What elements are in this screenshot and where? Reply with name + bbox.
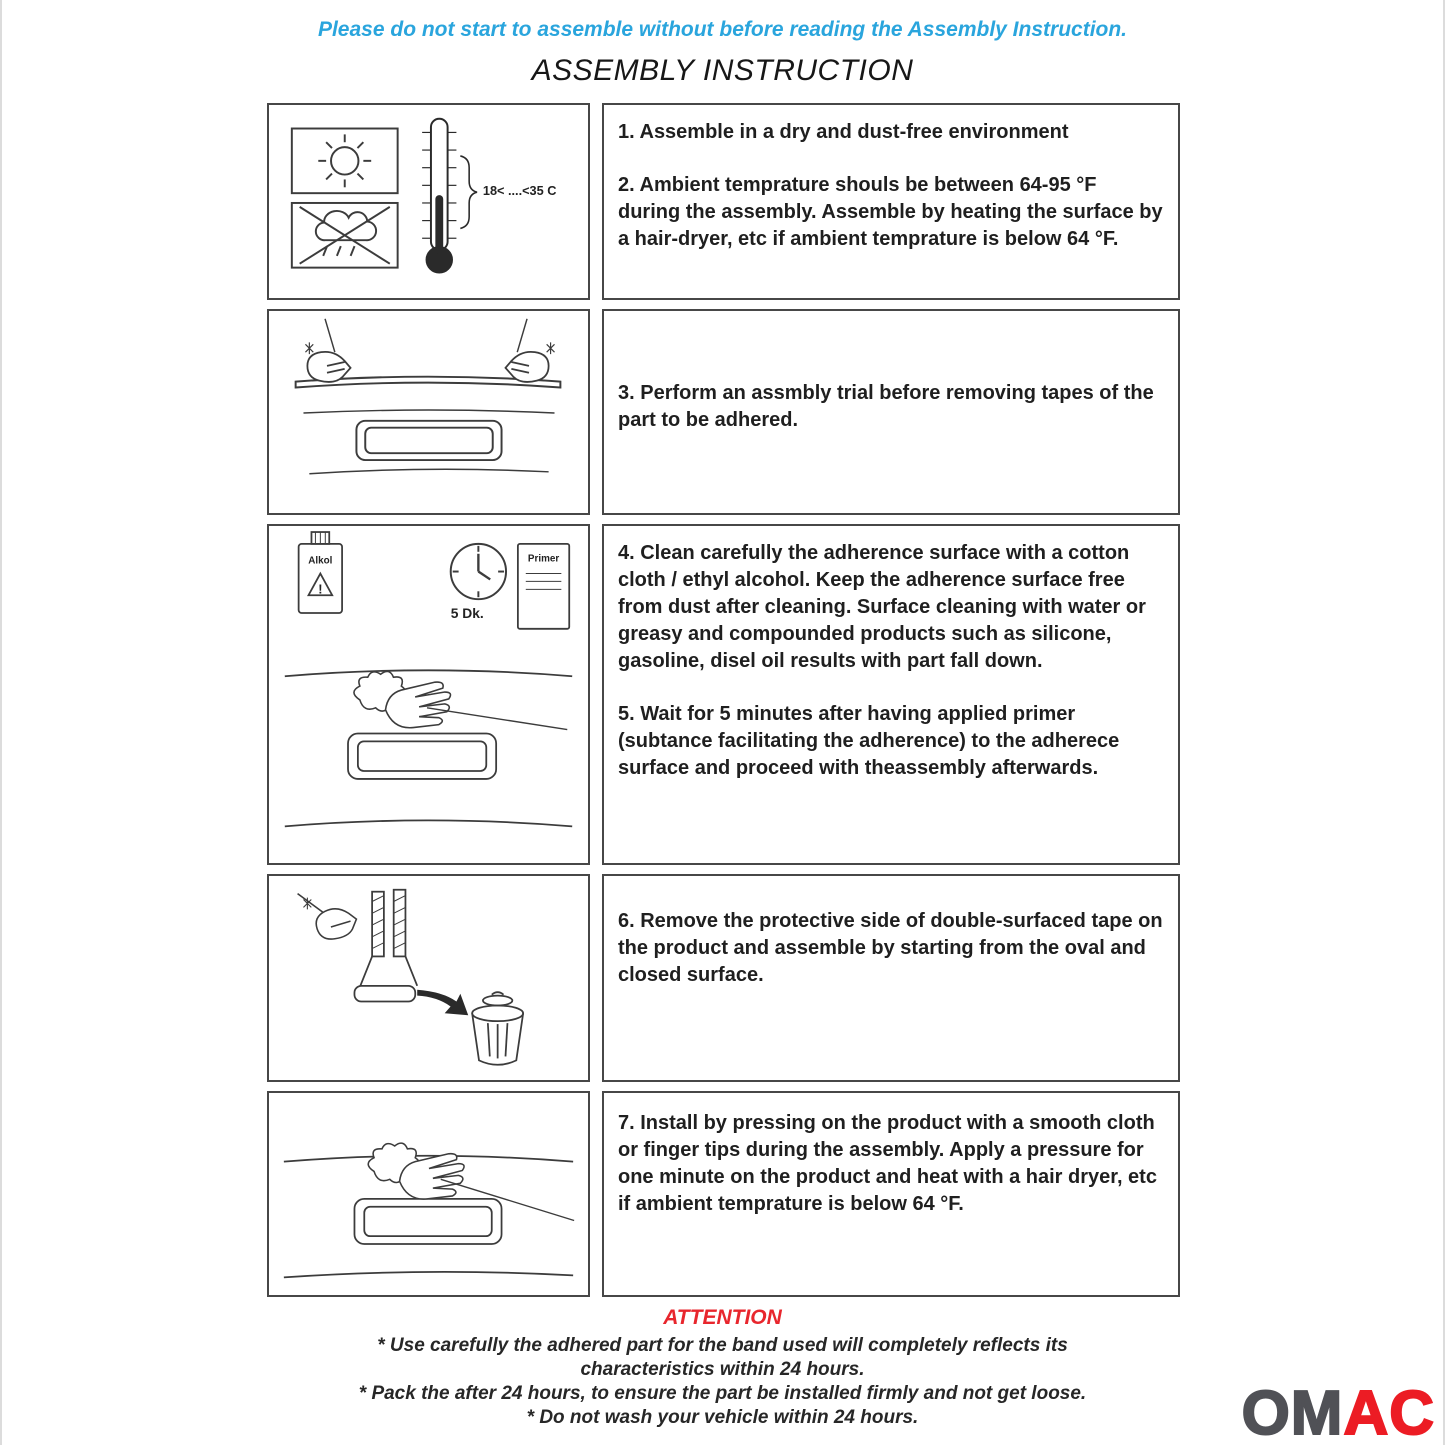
- attention-note-1: * Use carefully the adhered part for the band used will completely reflects its characteristics within 24 hours.: [377, 1335, 1068, 1380]
- sun-icon: [318, 134, 371, 187]
- instruction-step-3: 3. Perform an assmbly trial before removing tapes of the part to be adhered.: [618, 382, 1154, 431]
- primer-label: Primer: [527, 553, 560, 565]
- discard-arrow-icon: [417, 990, 468, 1016]
- instruction-row-4: [267, 874, 1180, 1082]
- press-install-illustration: [269, 1093, 588, 1295]
- instruction-row-1: [267, 103, 1180, 300]
- top-warning-text: Please do not start to assemble without before reading the Assembly Instruction.: [317, 18, 1128, 41]
- instruction-text-3: [602, 524, 1180, 865]
- assembly-trial-illustration: [269, 311, 588, 513]
- instruction-step-7: 7. Install by pressing on the product with a smooth cloth or finger tips during the assembly. Apply a pressure for one minute on the product and heat with a hair dryer, etc if ambient temprature is below 64 °F.: [618, 1112, 1157, 1215]
- instruction-step-6: 6. Remove the protective side of double-surfaced tape on the product and assemble by starting from the oval and closed surface.: [618, 910, 1163, 986]
- clock-duration-label: 5 Dk.: [450, 604, 484, 621]
- attention-note-2: * Pack the after 24 hours, to ensure the part be installed firmly and not get loose.: [358, 1383, 1087, 1404]
- illustration-assembly-trial: [267, 309, 590, 515]
- instruction-step-2: 2. Ambient temprature shouls be between 64-95 °F during the assembly. Assemble by heating the surface by a hair-dryer, etc if ambient temprature is below 64 °F.: [618, 174, 1163, 250]
- instruction-row-5: [267, 1091, 1180, 1297]
- page-title: ASSEMBLY INSTRUCTION: [531, 54, 914, 87]
- instruction-text-2: [602, 309, 1180, 515]
- illustration-temperature-range: [267, 103, 590, 300]
- attention-section: [2, 1306, 1443, 1430]
- pressing-hand-icon: [368, 1143, 574, 1220]
- omac-logo: [1241, 1379, 1435, 1445]
- instruction-step-4: 4. Clean carefully the adherence surface with a cotton cloth / ethyl alcohol. Keep the adherence surface free from dust after cleaning. Surface cleaning with water or greasy and compounded products such as silicone, gasoline, disel oil results with part fall down.: [618, 542, 1146, 672]
- peeling-hand-icon: [298, 894, 357, 939]
- thermometer-icon: [422, 119, 456, 273]
- instruction-step-5: 5. Wait for 5 minutes after having applied primer (subtance facilitating the adherence) to the adherece surface and proceed with theassembly afterwards.: [618, 703, 1120, 779]
- illustration-tape-removal: [267, 874, 590, 1082]
- instruction-step-1: 1. Assemble in a dry and dust-free environment: [618, 121, 1069, 143]
- attention-note-3: * Do not wash your vehicle within 24 hours.: [526, 1407, 919, 1428]
- sparkle-icon: [305, 342, 554, 354]
- range-brace: [460, 156, 477, 228]
- logo-text-red: AC: [1343, 1379, 1435, 1445]
- temperature-illustration: [269, 105, 588, 298]
- instruction-row-2: [267, 309, 1180, 515]
- illustration-surface-cleaning: [267, 524, 590, 865]
- instruction-row-3: [267, 524, 1180, 865]
- instruction-text-5: [602, 1091, 1180, 1297]
- panel-surface: [285, 670, 572, 826]
- trash-can-icon: [472, 992, 523, 1065]
- right-hand-icon: [505, 352, 548, 382]
- left-hand-icon: [307, 352, 350, 382]
- alcohol-label: Alkol: [308, 555, 333, 567]
- clock-icon: [451, 544, 506, 599]
- no-rain-icon: [300, 207, 390, 264]
- instruction-table: [267, 103, 1180, 1297]
- primer-pack-icon: [518, 544, 569, 629]
- instruction-text-1: [602, 103, 1180, 300]
- warning-exclamation: !: [318, 581, 323, 597]
- instruction-text-4: [602, 874, 1180, 1082]
- temperature-range-label: 18< ....<35 C: [482, 183, 557, 199]
- attention-title: ATTENTION: [663, 1306, 782, 1329]
- tape-removal-illustration: [269, 876, 588, 1080]
- illustration-press-install: [267, 1091, 590, 1297]
- cleaning-illustration: [269, 526, 588, 863]
- logo-text-dark: OM: [1241, 1379, 1344, 1445]
- alcohol-bottle-icon: [299, 532, 342, 613]
- wiping-hand-icon: [354, 671, 567, 729]
- tape-strips-icon: [354, 890, 417, 1002]
